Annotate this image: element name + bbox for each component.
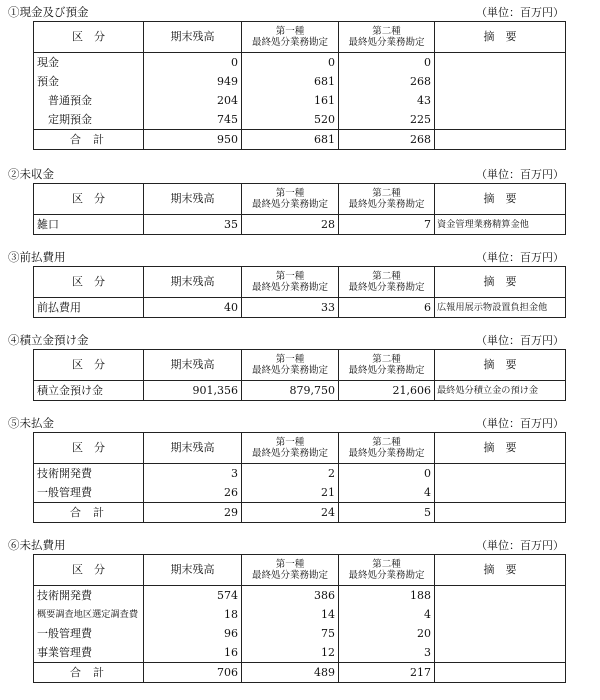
- section-title: ②未収金: [8, 167, 54, 181]
- dai2-value: 3: [339, 643, 435, 663]
- table-row: [34, 643, 566, 663]
- accrued-expenses-table: [33, 554, 566, 683]
- header-kubun: 区 分: [34, 267, 144, 298]
- header-kubun: 区 分: [34, 22, 144, 53]
- dai1-value: 681: [242, 130, 339, 150]
- tekiyo-note: [435, 643, 566, 663]
- prepaid-expenses-table: [33, 266, 566, 318]
- unit-label: （単位：百万円）: [476, 334, 564, 347]
- header-dai1: 第一種 最終処分業務勘定: [242, 350, 339, 381]
- row-label: 前払費用: [34, 298, 144, 318]
- header-kimatsu: 期末残高: [144, 184, 242, 215]
- header-kimatsu: 期末残高: [144, 22, 242, 53]
- dai2-value: 268: [339, 72, 435, 91]
- header-kubun: 区 分: [34, 555, 144, 586]
- kimatsu-value: 901,356: [144, 381, 242, 401]
- section-cash-deposits: [0, 3, 600, 146]
- header-kubun: 区 分: [34, 350, 144, 381]
- dai1-value: 681: [242, 72, 339, 91]
- header-dai1: 第一種 最終処分業務勘定: [242, 184, 339, 215]
- accounts-receivable-table: [33, 183, 566, 235]
- kimatsu-value: 950: [144, 130, 242, 150]
- table-row: [34, 624, 566, 643]
- kimatsu-value: 18: [144, 605, 242, 624]
- dai1-value: 24: [242, 503, 339, 523]
- unit-label: （単位：百万円）: [476, 6, 564, 19]
- section-title: ③前払費用: [8, 250, 66, 264]
- header-row: [34, 22, 566, 53]
- dai2-value: 5: [339, 503, 435, 523]
- header-dai2: 第二種 最終処分業務勘定: [339, 267, 435, 298]
- section-title: ①現金及び預金: [8, 5, 89, 19]
- row-label: 現金: [34, 53, 144, 73]
- header-dai1: 第一種 最終処分業務勘定: [242, 555, 339, 586]
- dai2-value: 0: [339, 53, 435, 73]
- table-row: [34, 586, 566, 606]
- header-dai2: 第二種 最終処分業務勘定: [339, 433, 435, 464]
- header-kimatsu: 期末残高: [144, 267, 242, 298]
- header-tekiyo: 摘 要: [435, 22, 566, 53]
- dai2-value: 0: [339, 464, 435, 484]
- header-row: [34, 184, 566, 215]
- row-label: 定期預金: [34, 110, 144, 130]
- total-label: 合計: [34, 130, 144, 150]
- kimatsu-value: 26: [144, 483, 242, 503]
- tekiyo-note: [435, 91, 566, 110]
- dai1-value: 0: [242, 53, 339, 73]
- dai1-value: 75: [242, 624, 339, 643]
- header-row: [34, 433, 566, 464]
- kimatsu-value: 40: [144, 298, 242, 318]
- accounts-payable-table: [33, 432, 566, 523]
- section-accounts-payable: [0, 414, 600, 519]
- cash-deposits-table: [33, 21, 566, 150]
- tekiyo-note: 広報用展示物設置負担金他: [435, 298, 566, 318]
- kimatsu-value: 949: [144, 72, 242, 91]
- row-label: 預金: [34, 72, 144, 91]
- kimatsu-value: 574: [144, 586, 242, 606]
- tekiyo-note: 資金管理業務精算金他: [435, 215, 566, 235]
- header-kimatsu: 期末残高: [144, 433, 242, 464]
- total-label: 合計: [34, 663, 144, 683]
- kimatsu-value: 745: [144, 110, 242, 130]
- header-tekiyo: 摘 要: [435, 267, 566, 298]
- tekiyo-note: [435, 483, 566, 503]
- tekiyo-note: [435, 605, 566, 624]
- kimatsu-value: 706: [144, 663, 242, 683]
- header-kubun: 区 分: [34, 184, 144, 215]
- header-row: [34, 267, 566, 298]
- dai1-value: 12: [242, 643, 339, 663]
- dai2-value: 188: [339, 586, 435, 606]
- header-dai2: 第二種 最終処分業務勘定: [339, 555, 435, 586]
- tekiyo-note: [435, 72, 566, 91]
- table-row: [34, 483, 566, 503]
- table-row: [34, 91, 566, 110]
- header-tekiyo: 摘 要: [435, 433, 566, 464]
- table-row: [34, 53, 566, 73]
- unit-label: （単位：百万円）: [476, 251, 564, 264]
- table-row: [34, 464, 566, 484]
- header-tekiyo: 摘 要: [435, 350, 566, 381]
- kimatsu-value: 3: [144, 464, 242, 484]
- kimatsu-value: 96: [144, 624, 242, 643]
- unit-label: （単位：百万円）: [476, 168, 564, 181]
- header-kimatsu: 期末残高: [144, 350, 242, 381]
- header-dai1: 第一種 最終処分業務勘定: [242, 267, 339, 298]
- dai1-value: 489: [242, 663, 339, 683]
- total-label: 合計: [34, 503, 144, 523]
- tekiyo-note: [435, 503, 566, 523]
- header-dai2: 第二種 最終処分業務勘定: [339, 184, 435, 215]
- table-row: [34, 298, 566, 318]
- tekiyo-note: [435, 663, 566, 683]
- header-dai2: 第二種 最終処分業務勘定: [339, 350, 435, 381]
- header-dai1: 第一種 最終処分業務勘定: [242, 433, 339, 464]
- dai2-value: 4: [339, 483, 435, 503]
- dai1-value: 2: [242, 464, 339, 484]
- section-reserve-deposits: [0, 331, 600, 397]
- dai2-value: 6: [339, 298, 435, 318]
- tekiyo-note: [435, 624, 566, 643]
- dai2-value: 7: [339, 215, 435, 235]
- kimatsu-value: 29: [144, 503, 242, 523]
- header-tekiyo: 摘 要: [435, 555, 566, 586]
- header-tekiyo: 摘 要: [435, 184, 566, 215]
- header-dai1: 第一種 最終処分業務勘定: [242, 22, 339, 53]
- tekiyo-note: [435, 53, 566, 73]
- section-title: ⑥未払費用: [8, 538, 66, 552]
- dai1-value: 520: [242, 110, 339, 130]
- kimatsu-value: 35: [144, 215, 242, 235]
- table-row: [34, 72, 566, 91]
- tekiyo-note: [435, 130, 566, 150]
- total-row: [34, 130, 566, 150]
- dai1-value: 14: [242, 605, 339, 624]
- dai1-value: 21: [242, 483, 339, 503]
- table-row: [34, 605, 566, 624]
- dai1-value: 386: [242, 586, 339, 606]
- total-row: [34, 503, 566, 523]
- kimatsu-value: 0: [144, 53, 242, 73]
- kimatsu-value: 16: [144, 643, 242, 663]
- header-kubun: 区 分: [34, 433, 144, 464]
- header-dai2: 第二種 最終処分業務勘定: [339, 22, 435, 53]
- row-label: 技術開発費: [34, 464, 144, 484]
- kimatsu-value: 204: [144, 91, 242, 110]
- total-row: [34, 663, 566, 683]
- header-row: [34, 350, 566, 381]
- dai1-value: 161: [242, 91, 339, 110]
- section-accounts-receivable: [0, 165, 600, 231]
- row-label: 積立金預け金: [34, 381, 144, 401]
- row-label: 技術開発費: [34, 586, 144, 606]
- row-label: 概要調査地区選定調査費: [34, 605, 144, 624]
- row-label: 事業管理費: [34, 643, 144, 663]
- dai2-value: 4: [339, 605, 435, 624]
- row-label: 普通預金: [34, 91, 144, 110]
- dai2-value: 268: [339, 130, 435, 150]
- reserve-deposits-table: [33, 349, 566, 401]
- dai2-value: 225: [339, 110, 435, 130]
- dai1-value: 33: [242, 298, 339, 318]
- dai1-value: 879,750: [242, 381, 339, 401]
- tekiyo-note: [435, 464, 566, 484]
- dai2-value: 21,606: [339, 381, 435, 401]
- unit-label: （単位：百万円）: [476, 417, 564, 430]
- unit-label: （単位：百万円）: [476, 539, 564, 552]
- dai2-value: 43: [339, 91, 435, 110]
- row-label: 一般管理費: [34, 624, 144, 643]
- tekiyo-note: [435, 110, 566, 130]
- dai2-value: 217: [339, 663, 435, 683]
- tekiyo-note: 最終処分積立金の預け金: [435, 381, 566, 401]
- tekiyo-note: [435, 586, 566, 606]
- header-row: [34, 555, 566, 586]
- row-label: 一般管理費: [34, 483, 144, 503]
- section-prepaid-expenses: [0, 248, 600, 314]
- dai1-value: 28: [242, 215, 339, 235]
- section-title: ④積立金預け金: [8, 333, 89, 347]
- table-row: [34, 110, 566, 130]
- header-kimatsu: 期末残高: [144, 555, 242, 586]
- section-accrued-expenses: [0, 536, 600, 679]
- section-title: ⑤未払金: [8, 416, 54, 430]
- row-label: 雑口: [34, 215, 144, 235]
- table-row: [34, 215, 566, 235]
- table-row: [34, 381, 566, 401]
- dai2-value: 20: [339, 624, 435, 643]
